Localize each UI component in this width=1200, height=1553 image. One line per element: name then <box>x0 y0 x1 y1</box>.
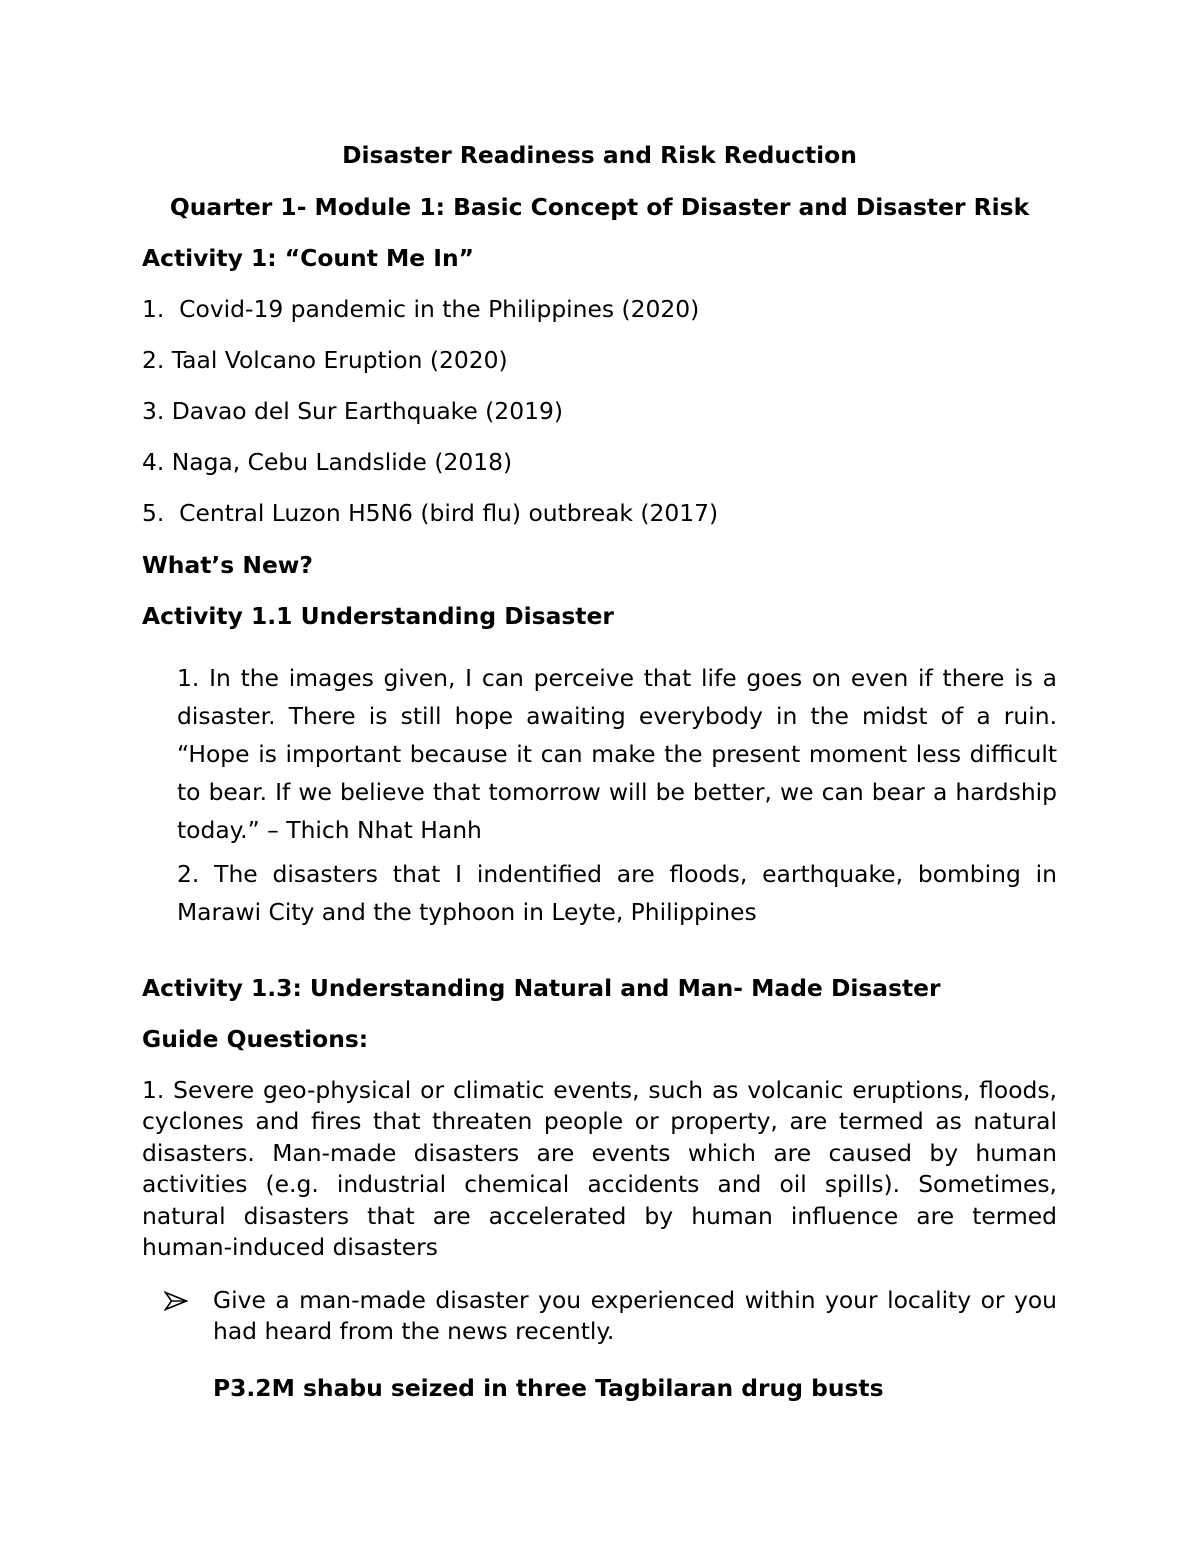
activity-1-heading: Activity 1: “Count Me In” <box>142 244 475 272</box>
document-title: Disaster Readiness and Risk Reduction <box>342 141 857 169</box>
activity-1-1-answer-2 <box>177 855 1057 931</box>
paragraph-line: 2. The disasters that I indentified are floods, earthquake, bombing in <box>177 860 1057 888</box>
paragraph-line: 1. In the images given, I can perceive that life goes on even if there is a <box>177 664 1057 692</box>
activity-1-1-heading: Activity 1.1 Understanding Disaster <box>142 602 614 630</box>
paragraph-line: human-induced disasters <box>142 1233 438 1262</box>
whats-new-heading: What’s New? <box>142 551 313 579</box>
paragraph-line: had heard from the news recently. <box>213 1317 615 1346</box>
list-item: 3. Davao del Sur Earthquake (2019) <box>142 397 563 425</box>
paragraph-line: today.” – Thich Nhat Hanh <box>177 816 482 844</box>
activity-1-3-heading: Activity 1.3: Understanding Natural and Man- Made Disaster <box>142 974 941 1002</box>
activity-1-1-answer-1 <box>177 659 1057 849</box>
paragraph-line: disaster. There is still hope awaiting everybody in the midst of a ruin. <box>177 702 1057 730</box>
paragraph-line: to bear. If we believe that tomorrow will be better, we can bear a hardship <box>177 778 1057 806</box>
paragraph-line: disasters. Man-made disasters are events which are caused by human <box>142 1138 1057 1167</box>
list-item: 2. Taal Volcano Eruption (2020) <box>142 346 508 374</box>
news-headline: P3.2M shabu seized in three Tagbilaran drug busts <box>213 1374 884 1402</box>
guide-questions-heading: Guide Questions: <box>142 1025 369 1053</box>
paragraph-line: 1. Severe geo-physical or climatic events, such as volcanic eruptions, floods, <box>142 1076 1057 1104</box>
paragraph-line: Give a man-made disaster you experienced within your locality or you <box>213 1286 1057 1314</box>
list-item: 5. Central Luzon H5N6 (bird flu) outbreak (2017) <box>142 499 719 527</box>
list-item: 4. Naga, Cebu Landslide (2018) <box>142 448 513 476</box>
paragraph-line: cyclones and fires that threaten people or property, are termed as natural <box>142 1107 1057 1136</box>
paragraph-line: “Hope is important because it can make the present moment less difficult <box>177 740 1057 768</box>
bullet-question <box>213 1285 1057 1347</box>
guide-answer-1 <box>142 1075 1057 1263</box>
module-subtitle: Quarter 1- Module 1: Basic Concept of Disaster and Disaster Risk <box>169 193 1030 221</box>
paragraph-line: Marawi City and the typhoon in Leyte, Philippines <box>177 898 757 926</box>
paragraph-line: activities (e.g. industrial chemical accidents and oil spills). Sometimes, <box>142 1170 1057 1199</box>
arrowhead-bullet-icon <box>164 1291 188 1311</box>
list-item: 1. Covid-19 pandemic in the Philippines (2020) <box>142 295 700 323</box>
paragraph-line: natural disasters that are accelerated by human influence are termed <box>142 1201 1057 1230</box>
